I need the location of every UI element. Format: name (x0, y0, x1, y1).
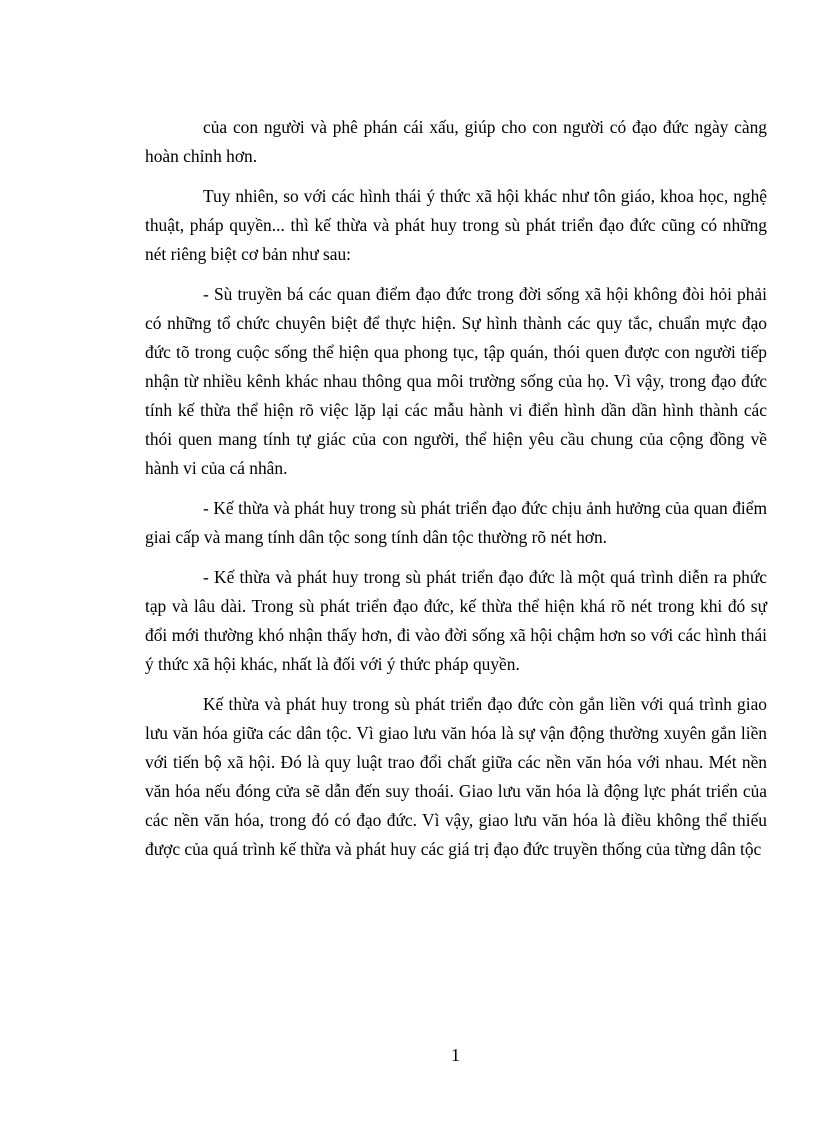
paragraph: - Kế thừa và phát huy trong sù phát triển đạo đức là một quá trình diễn ra phức tạp và lâu dài. Trong sù phát triển đạo đức, kế thừa thể hiện khá rõ nét trong khi đó sự đổi mới thường khó nhận thấy hơn, đi vào đời sống xã hội chậm hơn so với các hình thái ý thức xã hội khác, nhất là đối với ý thức pháp quyền. (145, 567, 767, 674)
body-text (145, 113, 767, 875)
page-number: 1 (451, 1045, 460, 1065)
paragraph: của con người và phê phán cái xấu, giúp cho con người có đạo đức ngày càng hoàn chỉnh hơn. (145, 117, 767, 166)
paragraph: - Kế thừa và phát huy trong sù phát triển đạo đức chịu ảnh hưởng của quan điểm giai cấp và mang tính dân tộc song tính dân tộc thường rõ nét hơn. (145, 498, 767, 547)
paragraph: Tuy nhiên, so với các hình thái ý thức xã hội khác như tôn giáo, khoa học, nghệ thuật, pháp quyền... thì kế thừa và phát huy trong sù phát triển đạo đức cũng có những nét riêng biệt cơ bản như sau: (145, 186, 767, 264)
paragraph: Kế thừa và phát huy trong sù phát triển đạo đức còn gắn liền với quá trình giao lưu văn hóa giữa các dân tộc. Vì giao lưu văn hóa là sự vận động thường xuyên gắn liền với tiến bộ xã hội. Đó là quy luật trao đổi chất giữa các nền văn hóa với nhau. Mét nền văn hóa nếu đóng cửa sẽ dẫn đến suy thoái. Giao lưu văn hóa là động lực phát triển của các nền văn hóa, trong đó có đạo đức. Vì vậy, giao lưu văn hóa là điều không thể thiếu được của quá trình kế thừa và phát huy các giá trị đạo đức truyền thống của từng dân tộc (145, 694, 767, 859)
paragraph: - Sù truyền bá các quan điểm đạo đức trong đời sống xã hội không đòi hỏi phải có những tổ chức chuyên biệt để thực hiện. Sự hình thành các quy tắc, chuẩn mực đạo đức tõ trong cuộc sống thể hiện qua phong tục, tập quán, thói quen được con người tiếp nhận từ nhiều kênh khác nhau thông qua môi trường sống của họ. Vì vậy, trong đạo đức tính kế thừa thể hiện rõ việc lặp lại các mẫu hành vi điển hình dần dần hình thành các thói quen mang tính tự giác của con người, thể hiện yêu cầu chung của cộng đồng về hành vi của cá nhân. (145, 284, 767, 478)
